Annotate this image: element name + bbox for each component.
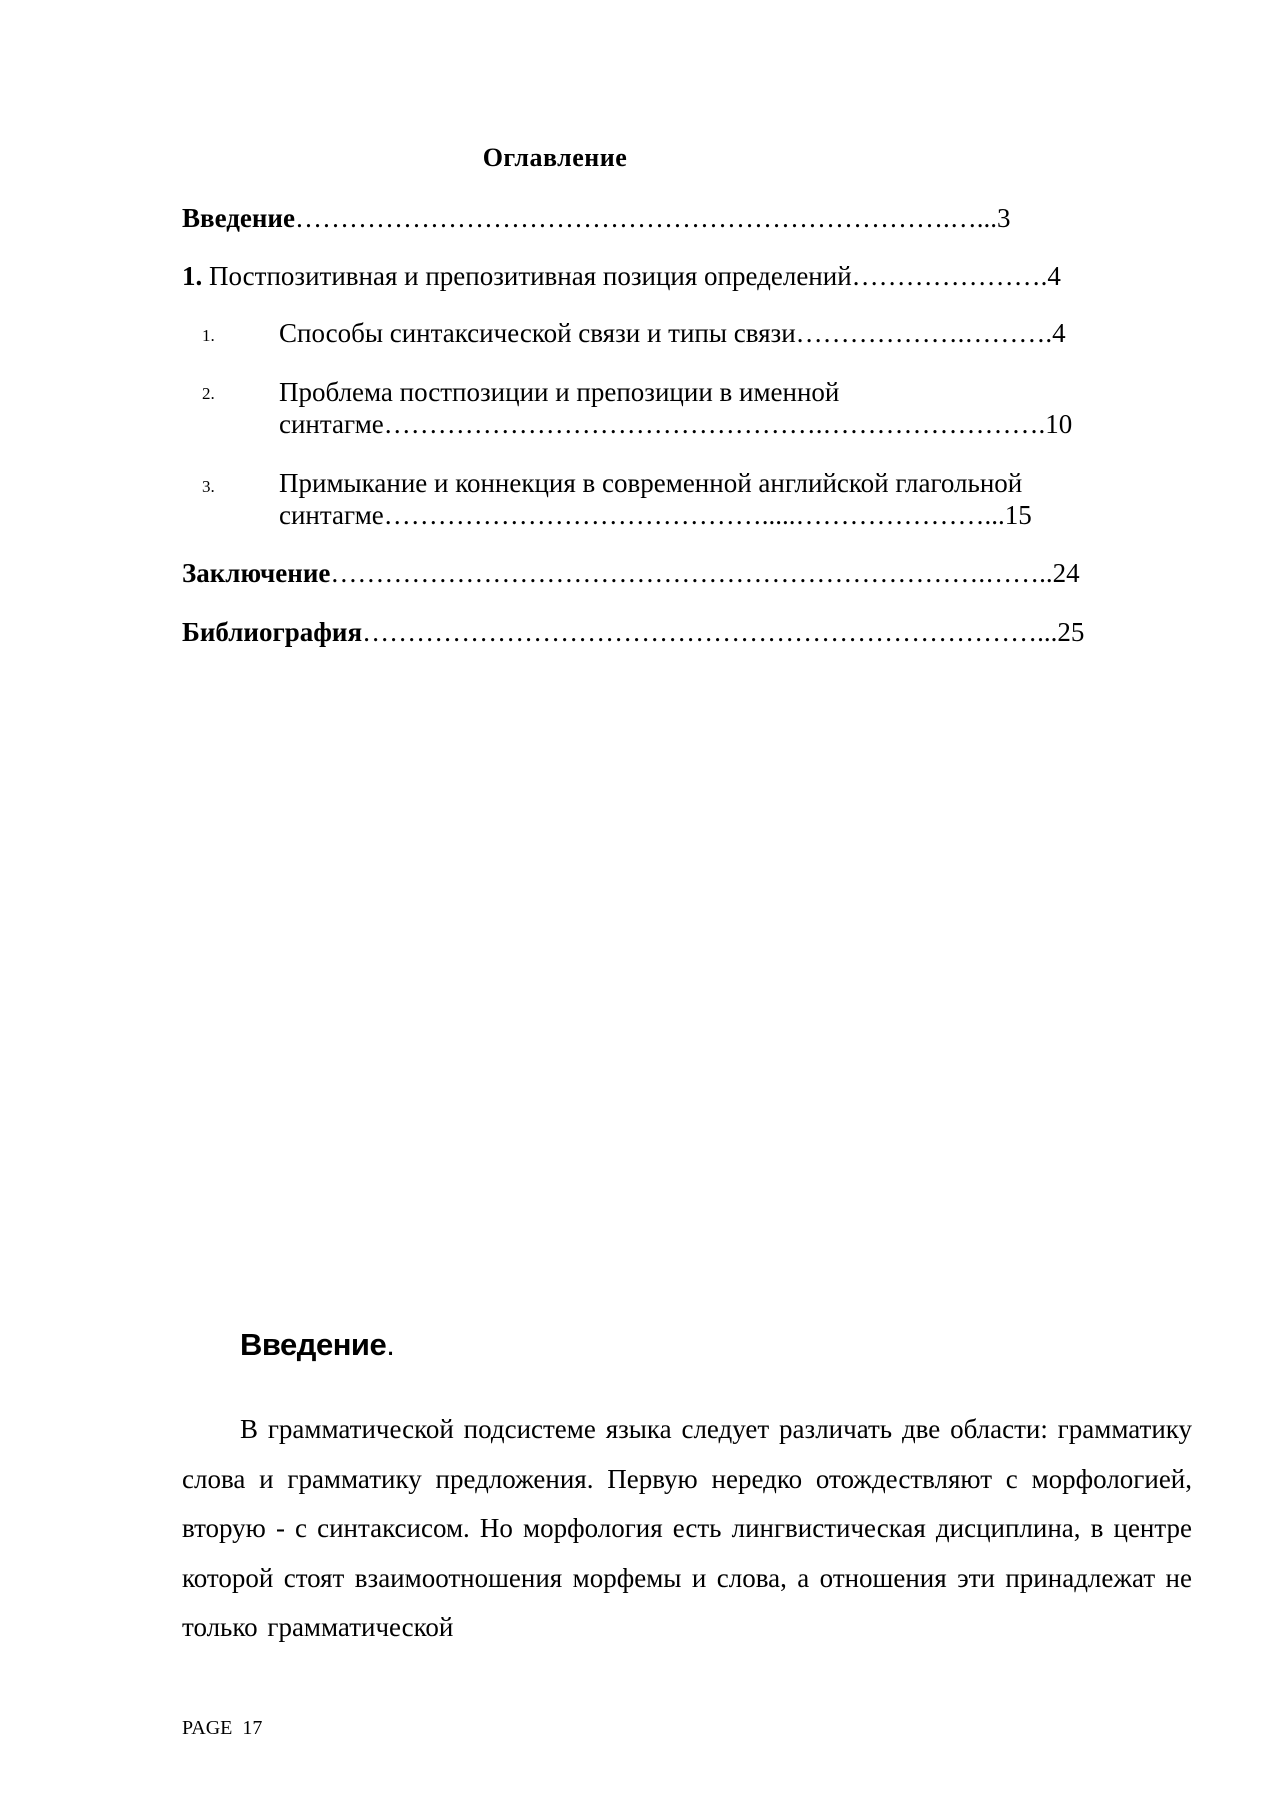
toc-entry-conclusion[interactable] [182,557,1080,589]
toc-entry-label: Библиография [182,617,363,647]
toc-subentry-2-line1[interactable] [279,376,839,408]
toc-subentry-number: 1. [202,326,215,345]
toc-title: Оглавление [482,143,628,172]
toc-entry-leader: ……………………………………………………………….……..24 [330,558,1080,588]
toc-entry-leader: ………………….4 [851,261,1061,291]
toc-entry-label: Способы синтаксической связи и типы связи [279,318,796,348]
intro-paragraph: В грамматической подсистеме языка следует различать две области: грамматику слова и грамматику предложения. Первую нередко отождествляют с морфологией, вторую - с синтаксисом. Но морфология есть лингвистическая дисциплина, в центре которой стоят взаимоотношения морфемы и слова, а отношения эти принадлежат не только грамматической [182,1414,1192,1642]
toc-subentry-1[interactable] [279,317,1066,349]
page-number: 17 [242,1717,263,1739]
page-field-label: PAGE [182,1717,233,1739]
toc-entry-leader: ……………………………………………………………….…...3 [294,203,1011,233]
toc-subentry-2-line2[interactable] [279,408,1072,440]
toc-entry-intro[interactable] [182,202,1010,234]
toc-entry-bibliography[interactable] [182,616,1084,648]
toc-entry-label: Проблема постпозиции и препозиции в именной [279,377,840,407]
toc-subentry-number: 2. [202,384,215,403]
toc-entry-label: Введение [182,203,295,233]
toc-entry-leader: …………………………………….....…………………...15 [383,500,1032,530]
toc-subentry-number: 3. [202,477,215,496]
toc-entry-number: 1. [182,261,203,291]
page-footer [182,1717,262,1740]
toc-entry-leader: ………………………………………….…………………….10 [383,409,1073,439]
section-heading-intro [240,1327,394,1363]
toc-entry-leader: …………………………………………………………………...25 [362,617,1085,647]
toc-entry-chapter-1[interactable] [182,260,1061,292]
toc-entry-label: Примыкание и коннекция в современной английской глагольной [279,468,1023,498]
toc-entry-leader: ……………….……….4 [795,318,1066,348]
toc-subentry-3-line1[interactable] [279,467,1022,499]
section-heading-dot: . [386,1327,395,1362]
section-heading-text: Введение [240,1327,387,1362]
toc-subentry-3-line2[interactable] [279,499,1032,531]
toc-entry-label-cont: синтагме [279,409,384,439]
toc-entry-label: Постпозитивная и препозитивная позиция определений [209,261,852,291]
toc-entry-label-cont: синтагме [279,500,384,530]
toc-entry-label: Заключение [182,558,331,588]
